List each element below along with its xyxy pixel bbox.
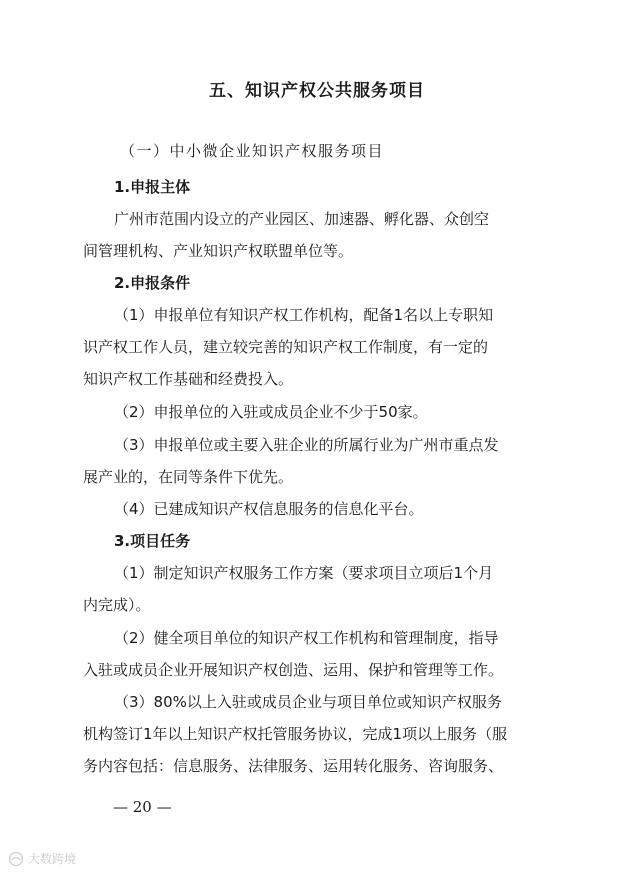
section-heading: （一）中小微企业知识产权服务项目 bbox=[120, 142, 385, 160]
paragraph-line: （1）申报单位有知识产权工作机构，配备1名以上专职知 bbox=[114, 306, 494, 324]
paragraph-line: 展产业的，在同等条件下优先。 bbox=[83, 468, 294, 486]
watermark-logo-icon bbox=[8, 851, 24, 867]
paragraph-line: 识产权工作人员，建立较完善的知识产权工作制度，有一定的 bbox=[83, 338, 489, 356]
paragraph-line: 内完成）。 bbox=[83, 596, 151, 614]
page-title: 五、知识产权公共服务项目 bbox=[209, 81, 425, 101]
paragraph-line: （3）申报单位或主要入驻企业的所属行业为广州市重点发 bbox=[114, 436, 499, 454]
paragraph-line: 入驻或成员企业开展知识产权创造、运用、保护和管理等工作。 bbox=[83, 661, 504, 679]
watermark bbox=[8, 850, 76, 867]
heading-conditions: 2.申报条件 bbox=[114, 274, 191, 292]
paragraph-line: （4）已建成知识产权信息服务的信息化平台。 bbox=[114, 500, 424, 518]
paragraph-line: 务内容包括：信息服务、法律服务、运用转化服务、咨询服务、 bbox=[83, 757, 504, 775]
page-number: — 20 — bbox=[113, 798, 172, 816]
heading-applicant: 1.申报主体 bbox=[114, 178, 191, 196]
paragraph-line: （1）制定知识产权服务工作方案（要求项目立项后1个月 bbox=[114, 564, 494, 582]
watermark-text: 大数跨境 bbox=[28, 852, 77, 866]
paragraph-line: （2）健全项目单位的知识产权工作机构和管理制度，指导 bbox=[114, 629, 499, 647]
paragraph-line: 广州市范围内设立的产业园区、加速器、孵化器、众创空 bbox=[114, 210, 490, 228]
paragraph-line: （3）80%以上入驻或成员企业与项目单位或知识产权服务 bbox=[114, 693, 502, 711]
paragraph-line: （2）申报单位的入驻或成员企业不少于50家。 bbox=[114, 403, 428, 421]
paragraph-line: 间管理机构、产业知识产权联盟单位等。 bbox=[83, 242, 354, 260]
paragraph-line: 机构签订1年以上知识产权托管服务协议，完成1项以上服务（服 bbox=[83, 725, 508, 743]
heading-tasks: 3.项目任务 bbox=[114, 532, 191, 550]
paragraph-line: 知识产权工作基础和经费投入。 bbox=[83, 370, 294, 388]
